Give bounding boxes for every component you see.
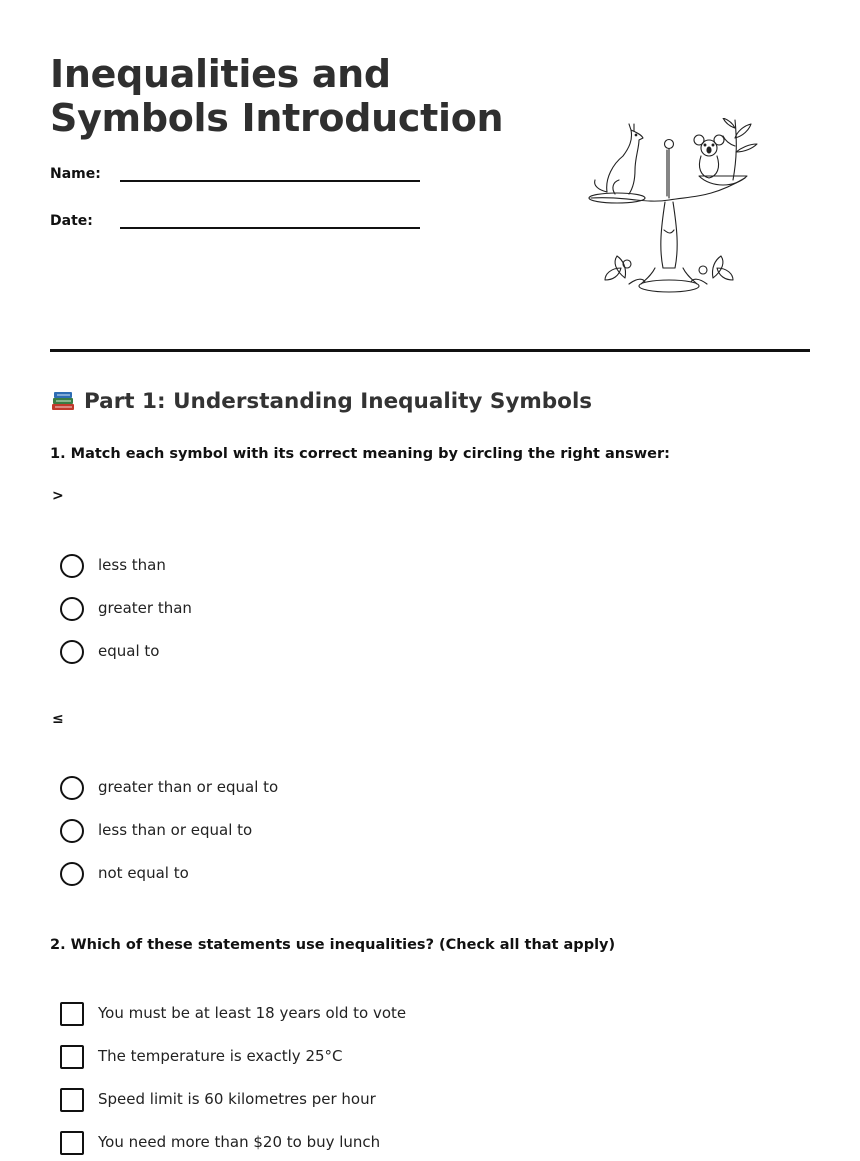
checkbox[interactable] [60, 1045, 84, 1069]
scale-base [639, 280, 699, 292]
option-label: The temperature is exactly 25°C [98, 1047, 343, 1065]
name-line[interactable] [120, 180, 420, 182]
flower-right-drawing [691, 256, 733, 284]
symbol-less-or-equal: ≤ [52, 711, 64, 727]
books-icon [50, 389, 76, 411]
section-divider [50, 349, 810, 352]
option-label: greater than [98, 599, 192, 617]
option-label: less than [98, 556, 166, 574]
radio-circle[interactable] [60, 554, 84, 578]
part1-heading [50, 389, 592, 414]
balance-scale-illustration [585, 118, 785, 300]
checkbox[interactable] [60, 1131, 84, 1155]
page-title: Inequalities and Symbols Introduction [50, 52, 504, 140]
flower-left-drawing [605, 256, 645, 284]
option-label: You must be at least 18 years old to vote [98, 1004, 407, 1022]
name-label: Name: [50, 166, 101, 182]
q1a-option-1[interactable] [60, 554, 480, 578]
scale-beam [591, 178, 745, 201]
radio-circle[interactable] [60, 640, 84, 664]
date-label: Date: [50, 213, 93, 229]
koala-drawing [694, 135, 724, 178]
q1a-option-2[interactable] [60, 597, 480, 621]
scale-pivot [665, 140, 674, 149]
date-line[interactable] [120, 227, 420, 229]
symbol-greater-than: > [52, 488, 64, 504]
radio-circle[interactable] [60, 862, 84, 886]
q2-option-2[interactable] [60, 1045, 480, 1069]
option-label: not equal to [98, 864, 189, 882]
option-label: equal to [98, 642, 160, 660]
checkbox[interactable] [60, 1002, 84, 1026]
radio-circle[interactable] [60, 776, 84, 800]
q1b-option-1[interactable] [60, 776, 480, 800]
kangaroo-drawing [595, 124, 643, 194]
question-2-prompt: 2. Which of these statements use inequalities? (Check all that apply) [50, 937, 616, 953]
date-field[interactable] [50, 213, 430, 243]
q2-option-3[interactable] [60, 1088, 480, 1112]
question-1-prompt: 1. Match each symbol with its correct meaning by circling the right answer: [50, 446, 670, 462]
name-field[interactable] [50, 166, 430, 196]
q2-option-1[interactable] [60, 1002, 480, 1026]
checkbox[interactable] [60, 1088, 84, 1112]
q1a-option-3[interactable] [60, 640, 480, 664]
radio-circle[interactable] [60, 819, 84, 843]
option-label: less than or equal to [98, 821, 253, 839]
leaf-branch-drawing [723, 118, 757, 180]
q1b-option-2[interactable] [60, 819, 480, 843]
q2-option-4[interactable] [60, 1131, 480, 1155]
q1b-option-3[interactable] [60, 862, 480, 886]
option-label: You need more than $20 to buy lunch [98, 1133, 381, 1151]
option-label: greater than or equal to [98, 778, 279, 796]
option-label: Speed limit is 60 kilometres per hour [98, 1090, 376, 1108]
worksheet-page [50, 0, 810, 1161]
radio-circle[interactable] [60, 597, 84, 621]
part1-heading-text: Part 1: Understanding Inequality Symbols [84, 389, 593, 414]
